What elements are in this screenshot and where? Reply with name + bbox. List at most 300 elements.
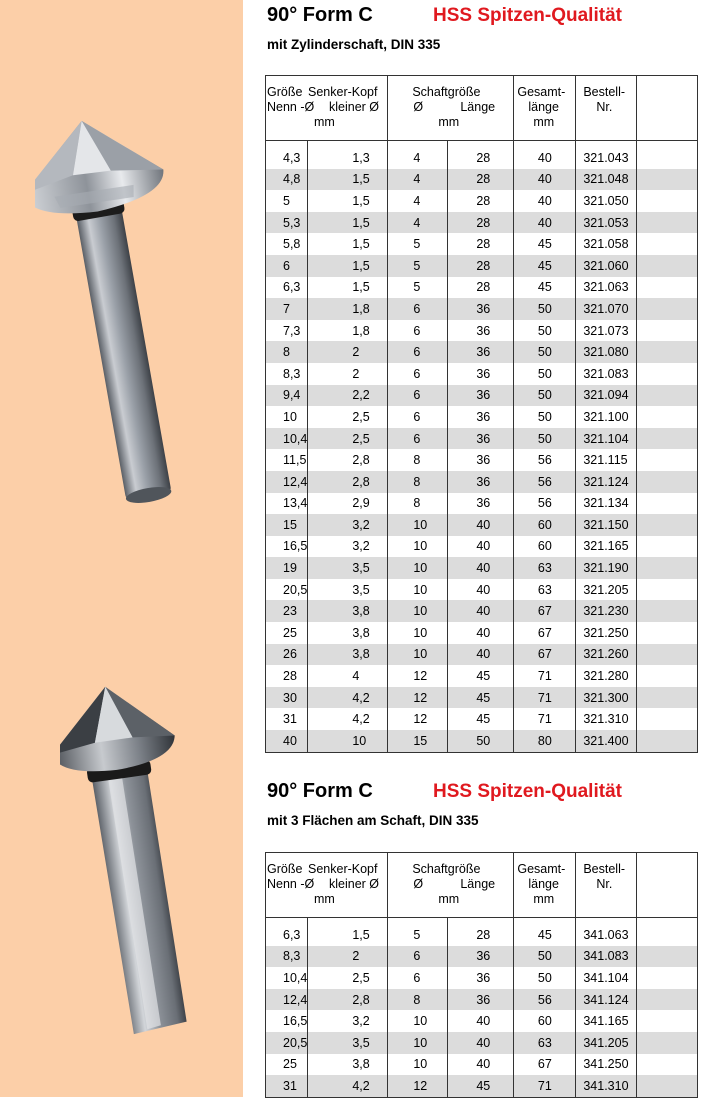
shank-length-cell: 40 — [448, 579, 514, 601]
shank-diameter-cell: 15 — [388, 730, 448, 752]
shank-diameter-cell: 12 — [388, 665, 448, 687]
table-row — [266, 406, 698, 428]
small-diameter-cell: 2,5 — [308, 967, 388, 989]
header-size-head — [266, 853, 388, 918]
total-length-cell: 50 — [514, 341, 576, 363]
small-diameter-cell: 3,8 — [308, 600, 388, 622]
shank-diameter-cell: 6 — [388, 320, 448, 342]
empty-cell — [637, 233, 698, 255]
empty-cell — [637, 989, 698, 1011]
shank-length-cell: 36 — [448, 493, 514, 515]
table-row — [266, 644, 698, 666]
nominal-diameter-cell: 5 — [266, 190, 308, 212]
empty-cell — [637, 514, 698, 536]
small-diameter-cell: 2,8 — [308, 471, 388, 493]
nominal-diameter-cell: 9,4 — [266, 385, 308, 407]
shank-diameter-cell: 6 — [388, 406, 448, 428]
empty-cell — [637, 600, 698, 622]
table-header — [266, 76, 698, 141]
small-diameter-cell: 3,5 — [308, 1032, 388, 1054]
total-length-cell: 56 — [514, 449, 576, 471]
empty-cell — [637, 946, 698, 968]
total-length-cell: 63 — [514, 579, 576, 601]
shank-diameter-cell: 4 — [388, 190, 448, 212]
shank-diameter-cell: 6 — [388, 967, 448, 989]
order-number-cell: 321.043 — [576, 147, 637, 169]
shank-length-cell: 28 — [448, 277, 514, 299]
shank-length-cell: 28 — [448, 924, 514, 946]
order-number-cell: 321.073 — [576, 320, 637, 342]
nominal-diameter-cell: 28 — [266, 665, 308, 687]
small-diameter-cell: 10 — [308, 730, 388, 752]
shank-length-cell: 40 — [448, 514, 514, 536]
shank-length-cell: 36 — [448, 967, 514, 989]
total-length-cell: 50 — [514, 320, 576, 342]
empty-cell — [637, 406, 698, 428]
table-row — [266, 255, 698, 277]
small-diameter-cell: 2,9 — [308, 493, 388, 515]
empty-cell — [637, 557, 698, 579]
order-number-cell: 321.230 — [576, 600, 637, 622]
table-row — [266, 967, 698, 989]
shank-length-cell: 40 — [448, 600, 514, 622]
section-cylindrical-shank — [265, 4, 705, 764]
small-diameter-cell: 1,5 — [308, 169, 388, 191]
total-length-cell: 67 — [514, 600, 576, 622]
shank-length-cell: 36 — [448, 946, 514, 968]
subtitle: mit 3 Flächen am Schaft, DIN 335 — [267, 813, 479, 828]
order-number-cell: 341.104 — [576, 967, 637, 989]
shank-diameter-cell: 10 — [388, 1032, 448, 1054]
order-number-cell: 321.053 — [576, 212, 637, 234]
table-row — [266, 320, 698, 342]
empty-cell — [637, 255, 698, 277]
shank-diameter-cell: 8 — [388, 471, 448, 493]
nominal-diameter-cell: 20,5 — [266, 579, 308, 601]
total-length-cell: 60 — [514, 514, 576, 536]
order-number-cell: 321.094 — [576, 385, 637, 407]
header-nenn: Nenn -Ø — [267, 100, 315, 114]
order-number-cell: 321.400 — [576, 730, 637, 752]
table-row — [266, 924, 698, 946]
nominal-diameter-cell: 6,3 — [266, 277, 308, 299]
small-diameter-cell: 4 — [308, 665, 388, 687]
shank-diameter-cell: 6 — [388, 428, 448, 450]
shank-diameter-cell: 12 — [388, 708, 448, 730]
header-mm-1: mm — [314, 892, 335, 906]
empty-cell — [637, 385, 698, 407]
nominal-diameter-cell: 5,8 — [266, 233, 308, 255]
shank-length-cell: 45 — [448, 687, 514, 709]
shank-length-cell: 28 — [448, 147, 514, 169]
nominal-diameter-cell: 10,4 — [266, 428, 308, 450]
shank-length-cell: 36 — [448, 406, 514, 428]
nominal-diameter-cell: 8 — [266, 341, 308, 363]
shank-length-cell: 36 — [448, 385, 514, 407]
empty-cell — [637, 493, 698, 515]
total-length-cell: 45 — [514, 233, 576, 255]
shank-diameter-cell: 5 — [388, 233, 448, 255]
small-diameter-cell: 2,8 — [308, 989, 388, 1011]
shank-length-cell: 45 — [448, 708, 514, 730]
header-mm-2: mm — [438, 115, 460, 129]
table-row — [266, 514, 698, 536]
form-title: 90° Form C — [267, 4, 373, 26]
order-number-cell: 321.100 — [576, 406, 637, 428]
order-number-cell: 341.083 — [576, 946, 637, 968]
shank-diameter-cell: 10 — [388, 600, 448, 622]
nominal-diameter-cell: 12,4 — [266, 471, 308, 493]
empty-cell — [637, 967, 698, 989]
total-length-cell: 67 — [514, 644, 576, 666]
table-row — [266, 341, 698, 363]
total-length-cell: 40 — [514, 212, 576, 234]
total-length-cell: 63 — [514, 557, 576, 579]
small-diameter-cell: 1,3 — [308, 147, 388, 169]
spec-table-three-flat — [265, 852, 698, 1098]
header-gesamt: Gesamt- — [517, 85, 566, 99]
shank-diameter-cell: 10 — [388, 1054, 448, 1076]
total-length-cell: 71 — [514, 1075, 576, 1097]
empty-cell — [637, 730, 698, 752]
shank-diameter-cell: 4 — [388, 147, 448, 169]
order-number-cell: 321.070 — [576, 298, 637, 320]
shank-diameter-cell: 8 — [388, 449, 448, 471]
empty-cell — [637, 341, 698, 363]
total-length-cell: 40 — [514, 147, 576, 169]
shank-diameter-cell: 5 — [388, 277, 448, 299]
spec-table-cylindrical — [265, 75, 698, 753]
shank-diameter-cell: 8 — [388, 493, 448, 515]
header-laenge: Länge — [460, 877, 496, 891]
table-row — [266, 730, 698, 752]
nominal-diameter-cell: 25 — [266, 1054, 308, 1076]
empty-cell — [637, 449, 698, 471]
header-order-no — [576, 853, 637, 918]
countersink-three-flat-shank-image — [60, 683, 200, 1043]
shank-length-cell: 28 — [448, 233, 514, 255]
shank-diameter-cell: 6 — [388, 385, 448, 407]
header-kleiner: kleiner Ø — [329, 877, 380, 891]
quality-label: HSS Spitzen-Qualität — [433, 5, 622, 26]
small-diameter-cell: 3,8 — [308, 622, 388, 644]
header-senkerkopf: Senker-Kopf — [308, 862, 378, 876]
total-length-cell: 40 — [514, 190, 576, 212]
nominal-diameter-cell: 30 — [266, 687, 308, 709]
shank-length-cell: 36 — [448, 363, 514, 385]
shank-length-cell: 36 — [448, 428, 514, 450]
total-length-cell: 67 — [514, 622, 576, 644]
total-length-cell: 67 — [514, 1054, 576, 1076]
small-diameter-cell: 1,5 — [308, 190, 388, 212]
nominal-diameter-cell: 5,3 — [266, 212, 308, 234]
header-empty — [637, 853, 698, 918]
order-number-cell: 321.124 — [576, 471, 637, 493]
section-title-row — [265, 4, 705, 30]
order-number-cell: 321.063 — [576, 277, 637, 299]
countersink-cylindrical-shank-image — [35, 110, 195, 510]
table-row — [266, 665, 698, 687]
table-row — [266, 212, 698, 234]
table-row — [266, 363, 698, 385]
shank-diameter-cell: 12 — [388, 1075, 448, 1097]
small-diameter-cell: 1,5 — [308, 277, 388, 299]
shank-length-cell: 36 — [448, 320, 514, 342]
small-diameter-cell: 1,8 — [308, 320, 388, 342]
small-diameter-cell: 2,8 — [308, 449, 388, 471]
order-number-cell: 321.280 — [576, 665, 637, 687]
nominal-diameter-cell: 40 — [266, 730, 308, 752]
header-gesamt: Gesamt- — [517, 862, 566, 876]
header-shank — [388, 853, 514, 918]
quality-label: HSS Spitzen-Qualität — [433, 781, 622, 802]
small-diameter-cell: 2 — [308, 363, 388, 385]
nominal-diameter-cell: 8,3 — [266, 363, 308, 385]
table-row — [266, 1054, 698, 1076]
header-mm-2: mm — [438, 892, 460, 906]
empty-cell — [637, 190, 698, 212]
shank-diameter-cell: 10 — [388, 644, 448, 666]
total-length-cell: 50 — [514, 967, 576, 989]
header-bestell: Bestell- — [583, 85, 626, 99]
nominal-diameter-cell: 31 — [266, 1075, 308, 1097]
small-diameter-cell: 2,5 — [308, 428, 388, 450]
section-title-row — [265, 780, 705, 806]
total-length-cell: 50 — [514, 406, 576, 428]
table-row — [266, 687, 698, 709]
table-row — [266, 385, 698, 407]
shank-length-cell: 40 — [448, 557, 514, 579]
table-row — [266, 600, 698, 622]
header-laenge: Länge — [460, 100, 496, 114]
nominal-diameter-cell: 16,5 — [266, 536, 308, 558]
header-nenn: Nenn -Ø — [267, 877, 315, 891]
empty-cell — [637, 708, 698, 730]
header-kleiner: kleiner Ø — [329, 100, 380, 114]
shank-diameter-cell: 12 — [388, 687, 448, 709]
small-diameter-cell: 3,2 — [308, 514, 388, 536]
small-diameter-cell: 4,2 — [308, 687, 388, 709]
header-mm-3: mm — [533, 892, 555, 906]
header-nr: Nr. — [596, 100, 613, 114]
total-length-cell: 56 — [514, 471, 576, 493]
shank-length-cell: 40 — [448, 1032, 514, 1054]
table-row — [266, 169, 698, 191]
order-number-cell: 341.205 — [576, 1032, 637, 1054]
nominal-diameter-cell: 23 — [266, 600, 308, 622]
empty-cell — [637, 924, 698, 946]
empty-cell — [637, 298, 698, 320]
order-number-cell: 321.060 — [576, 255, 637, 277]
shank-length-cell: 45 — [448, 1075, 514, 1097]
small-diameter-cell: 3,2 — [308, 1010, 388, 1032]
table-row — [266, 536, 698, 558]
shank-diameter-cell: 8 — [388, 989, 448, 1011]
small-diameter-cell: 2,2 — [308, 385, 388, 407]
total-length-cell: 60 — [514, 536, 576, 558]
subtitle: mit Zylinderschaft, DIN 335 — [267, 37, 441, 52]
total-length-cell: 71 — [514, 665, 576, 687]
nominal-diameter-cell: 10,4 — [266, 967, 308, 989]
empty-cell — [637, 277, 698, 299]
total-length-cell: 50 — [514, 428, 576, 450]
shank-length-cell: 36 — [448, 341, 514, 363]
small-diameter-cell: 2 — [308, 341, 388, 363]
shank-length-cell: 45 — [448, 665, 514, 687]
header-empty — [637, 76, 698, 141]
small-diameter-cell: 4,2 — [308, 1075, 388, 1097]
header-shank — [388, 76, 514, 141]
total-length-cell: 45 — [514, 255, 576, 277]
empty-cell — [637, 363, 698, 385]
table-body — [266, 918, 698, 1098]
nominal-diameter-cell: 7 — [266, 298, 308, 320]
table-row — [266, 471, 698, 493]
order-number-cell: 321.205 — [576, 579, 637, 601]
shank-diameter-cell: 10 — [388, 1010, 448, 1032]
total-length-cell: 40 — [514, 169, 576, 191]
empty-cell — [637, 1075, 698, 1097]
shank-length-cell: 36 — [448, 298, 514, 320]
shank-length-cell: 28 — [448, 255, 514, 277]
empty-cell — [637, 147, 698, 169]
nominal-diameter-cell: 25 — [266, 622, 308, 644]
empty-cell — [637, 428, 698, 450]
empty-cell — [637, 169, 698, 191]
order-number-cell: 321.190 — [576, 557, 637, 579]
table-header — [266, 853, 698, 918]
table-row — [266, 579, 698, 601]
nominal-diameter-cell: 20,5 — [266, 1032, 308, 1054]
nominal-diameter-cell: 15 — [266, 514, 308, 536]
order-number-cell: 321.300 — [576, 687, 637, 709]
shank-diameter-cell: 6 — [388, 341, 448, 363]
empty-cell — [637, 212, 698, 234]
section-three-flat-shank — [265, 780, 705, 1093]
header-order-no — [576, 76, 637, 141]
order-number-cell: 321.104 — [576, 428, 637, 450]
nominal-diameter-cell: 8,3 — [266, 946, 308, 968]
shank-diameter-cell: 5 — [388, 255, 448, 277]
header-schaftgroesse: Schaftgröße — [412, 862, 481, 876]
shank-diameter-cell: 6 — [388, 298, 448, 320]
order-number-cell: 341.165 — [576, 1010, 637, 1032]
empty-cell — [637, 579, 698, 601]
header-total-length — [514, 853, 576, 918]
shank-length-cell: 28 — [448, 190, 514, 212]
shank-diameter-cell: 4 — [388, 169, 448, 191]
table-row — [266, 428, 698, 450]
small-diameter-cell: 3,5 — [308, 557, 388, 579]
shank-length-cell: 40 — [448, 1054, 514, 1076]
header-laenge2: länge — [528, 100, 559, 114]
table-row — [266, 708, 698, 730]
nominal-diameter-cell: 6,3 — [266, 924, 308, 946]
total-length-cell: 50 — [514, 385, 576, 407]
total-length-cell: 50 — [514, 298, 576, 320]
empty-cell — [637, 320, 698, 342]
shank-length-cell: 40 — [448, 644, 514, 666]
header-groesse: Größe — [267, 85, 303, 99]
header-mm-1: mm — [314, 115, 335, 129]
nominal-diameter-cell: 16,5 — [266, 1010, 308, 1032]
nominal-diameter-cell: 10 — [266, 406, 308, 428]
order-number-cell: 321.150 — [576, 514, 637, 536]
table-row — [266, 277, 698, 299]
empty-cell — [637, 471, 698, 493]
nominal-diameter-cell: 6 — [266, 255, 308, 277]
empty-cell — [637, 1032, 698, 1054]
small-diameter-cell: 1,5 — [308, 233, 388, 255]
shank-diameter-cell: 10 — [388, 622, 448, 644]
total-length-cell: 45 — [514, 277, 576, 299]
table-row — [266, 1032, 698, 1054]
table-row — [266, 1075, 698, 1097]
table-row — [266, 557, 698, 579]
small-diameter-cell: 3,5 — [308, 579, 388, 601]
order-number-cell: 341.124 — [576, 989, 637, 1011]
small-diameter-cell: 1,5 — [308, 924, 388, 946]
shank-length-cell: 28 — [448, 169, 514, 191]
order-number-cell: 341.310 — [576, 1075, 637, 1097]
header-schaft-diameter: Ø — [413, 877, 424, 891]
total-length-cell: 50 — [514, 946, 576, 968]
empty-cell — [637, 536, 698, 558]
header-groesse: Größe — [267, 862, 303, 876]
total-length-cell: 50 — [514, 363, 576, 385]
total-length-cell: 56 — [514, 493, 576, 515]
table-row — [266, 1010, 698, 1032]
order-number-cell: 321.310 — [576, 708, 637, 730]
total-length-cell: 60 — [514, 1010, 576, 1032]
header-laenge2: länge — [528, 877, 559, 891]
empty-cell — [637, 687, 698, 709]
table-row — [266, 946, 698, 968]
table-row — [266, 190, 698, 212]
table-row — [266, 233, 698, 255]
shank-length-cell: 50 — [448, 730, 514, 752]
shank-length-cell: 36 — [448, 471, 514, 493]
total-length-cell: 80 — [514, 730, 576, 752]
nominal-diameter-cell: 12,4 — [266, 989, 308, 1011]
small-diameter-cell: 3,8 — [308, 644, 388, 666]
order-number-cell: 341.063 — [576, 924, 637, 946]
header-schaftgroesse: Schaftgröße — [412, 85, 481, 99]
order-number-cell: 321.050 — [576, 190, 637, 212]
empty-cell — [637, 1054, 698, 1076]
table-row — [266, 493, 698, 515]
header-senkerkopf: Senker-Kopf — [308, 85, 378, 99]
order-number-cell: 321.134 — [576, 493, 637, 515]
header-nr: Nr. — [596, 877, 613, 891]
shank-diameter-cell: 10 — [388, 557, 448, 579]
small-diameter-cell: 4,2 — [308, 708, 388, 730]
order-number-cell: 341.250 — [576, 1054, 637, 1076]
empty-cell — [637, 1010, 698, 1032]
header-bestell: Bestell- — [583, 862, 626, 876]
small-diameter-cell: 1,8 — [308, 298, 388, 320]
empty-cell — [637, 622, 698, 644]
total-length-cell: 63 — [514, 1032, 576, 1054]
order-number-cell: 321.250 — [576, 622, 637, 644]
empty-cell — [637, 665, 698, 687]
shank-length-cell: 28 — [448, 212, 514, 234]
header-mm-3: mm — [533, 115, 555, 129]
small-diameter-cell: 3,2 — [308, 536, 388, 558]
order-number-cell: 321.080 — [576, 341, 637, 363]
order-number-cell: 321.048 — [576, 169, 637, 191]
left-image-panel — [0, 0, 243, 1097]
